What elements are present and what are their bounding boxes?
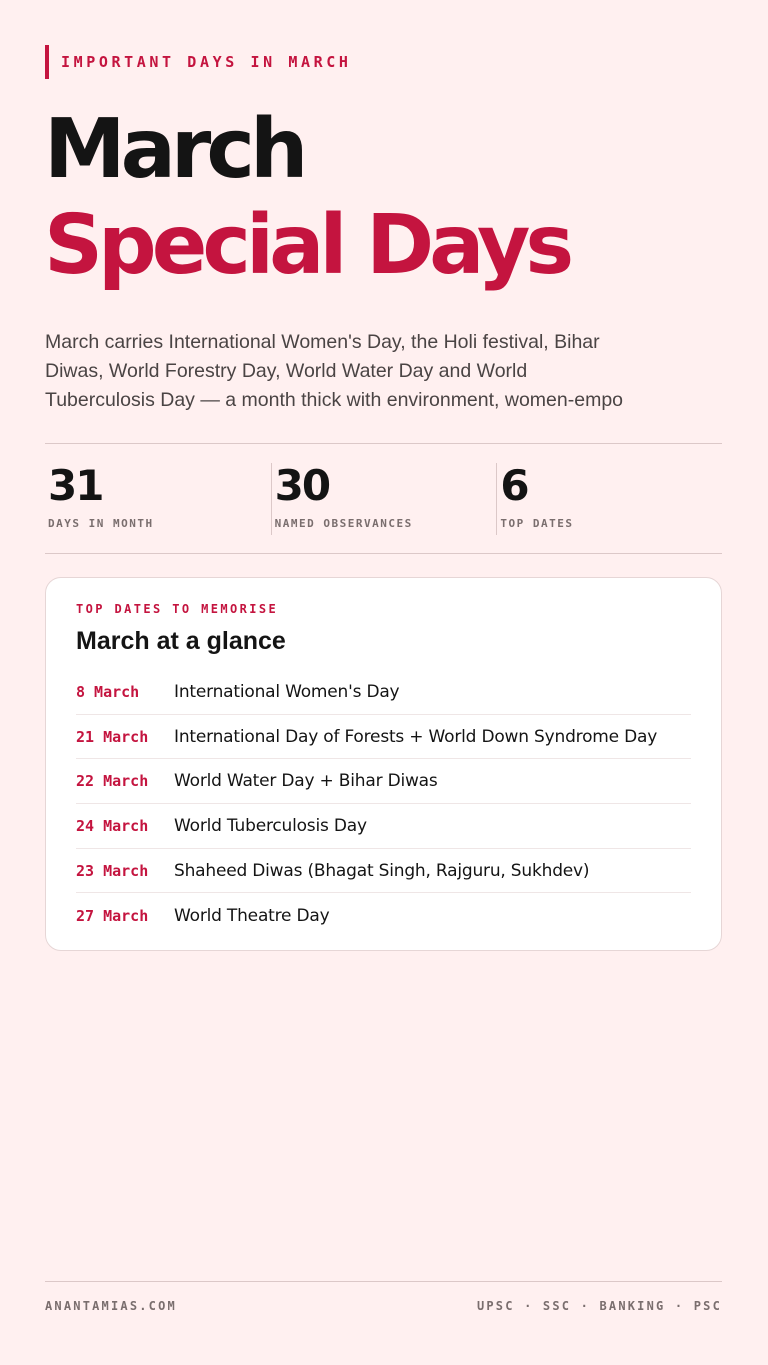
stat-label: NAMED OBSERVANCES bbox=[274, 517, 413, 530]
stat-label: DAYS IN MONTH bbox=[48, 517, 154, 530]
title-line-special-days: Special Days bbox=[44, 198, 570, 293]
stat-value: 30 bbox=[274, 461, 330, 510]
list-item bbox=[76, 849, 691, 894]
list-item bbox=[76, 759, 691, 804]
observance-name: International Women's Day bbox=[174, 681, 400, 702]
intro-paragraph bbox=[45, 328, 675, 415]
stat-label: TOP DATES bbox=[500, 517, 574, 530]
top-dates-card bbox=[45, 577, 722, 951]
footer-site: ANANTAMIAS.COM bbox=[45, 1299, 177, 1313]
intro-line: Diwas, World Forestry Day, World Water Day and World bbox=[45, 360, 528, 382]
stat-value: 31 bbox=[48, 461, 103, 510]
page-title bbox=[44, 102, 569, 294]
observance-name: World Water Day + Bihar Diwas bbox=[174, 771, 438, 792]
date-label: 27 March bbox=[76, 906, 149, 925]
intro-line: Tuberculosis Day — a month thick with environment, women-empo bbox=[45, 389, 624, 411]
footer-tags: UPSC · SSC · BANKING · PSC bbox=[476, 1299, 722, 1313]
date-label: 24 March bbox=[76, 816, 149, 835]
list-item bbox=[76, 893, 691, 938]
date-label: 21 March bbox=[76, 727, 149, 746]
stat-named-observances bbox=[271, 463, 497, 535]
card-eyebrow: TOP DATES TO MEMORISE bbox=[76, 602, 279, 616]
list-item bbox=[76, 670, 691, 715]
stat-top-dates bbox=[496, 463, 722, 535]
observance-name: World Theatre Day bbox=[174, 905, 330, 926]
observance-name: World Tuberculosis Day bbox=[174, 815, 367, 836]
date-label: 22 March bbox=[76, 772, 149, 791]
divider bbox=[45, 443, 722, 444]
intro-line: March carries International Women's Day, the Holi festival, Bihar bbox=[45, 331, 600, 353]
footer-divider bbox=[45, 1281, 722, 1282]
list-item bbox=[76, 804, 691, 849]
stat-value: 6 bbox=[500, 461, 528, 510]
date-label: 23 March bbox=[76, 861, 149, 880]
dates-list bbox=[76, 670, 691, 938]
stat-days-in-month bbox=[45, 463, 271, 535]
section-kicker: IMPORTANT DAYS IN MARCH bbox=[45, 45, 352, 79]
list-item bbox=[76, 715, 691, 760]
stats-row bbox=[45, 463, 722, 535]
title-line-month: March bbox=[44, 102, 304, 197]
observance-name: Shaheed Diwas (Bhagat Singh, Rajguru, Sukhdev) bbox=[174, 860, 590, 881]
card-title: March at a glance bbox=[76, 627, 286, 655]
date-label: 8 March bbox=[76, 682, 140, 701]
divider bbox=[45, 553, 722, 554]
observance-name: International Day of Forests + World Down Syndrome Day bbox=[174, 726, 658, 747]
